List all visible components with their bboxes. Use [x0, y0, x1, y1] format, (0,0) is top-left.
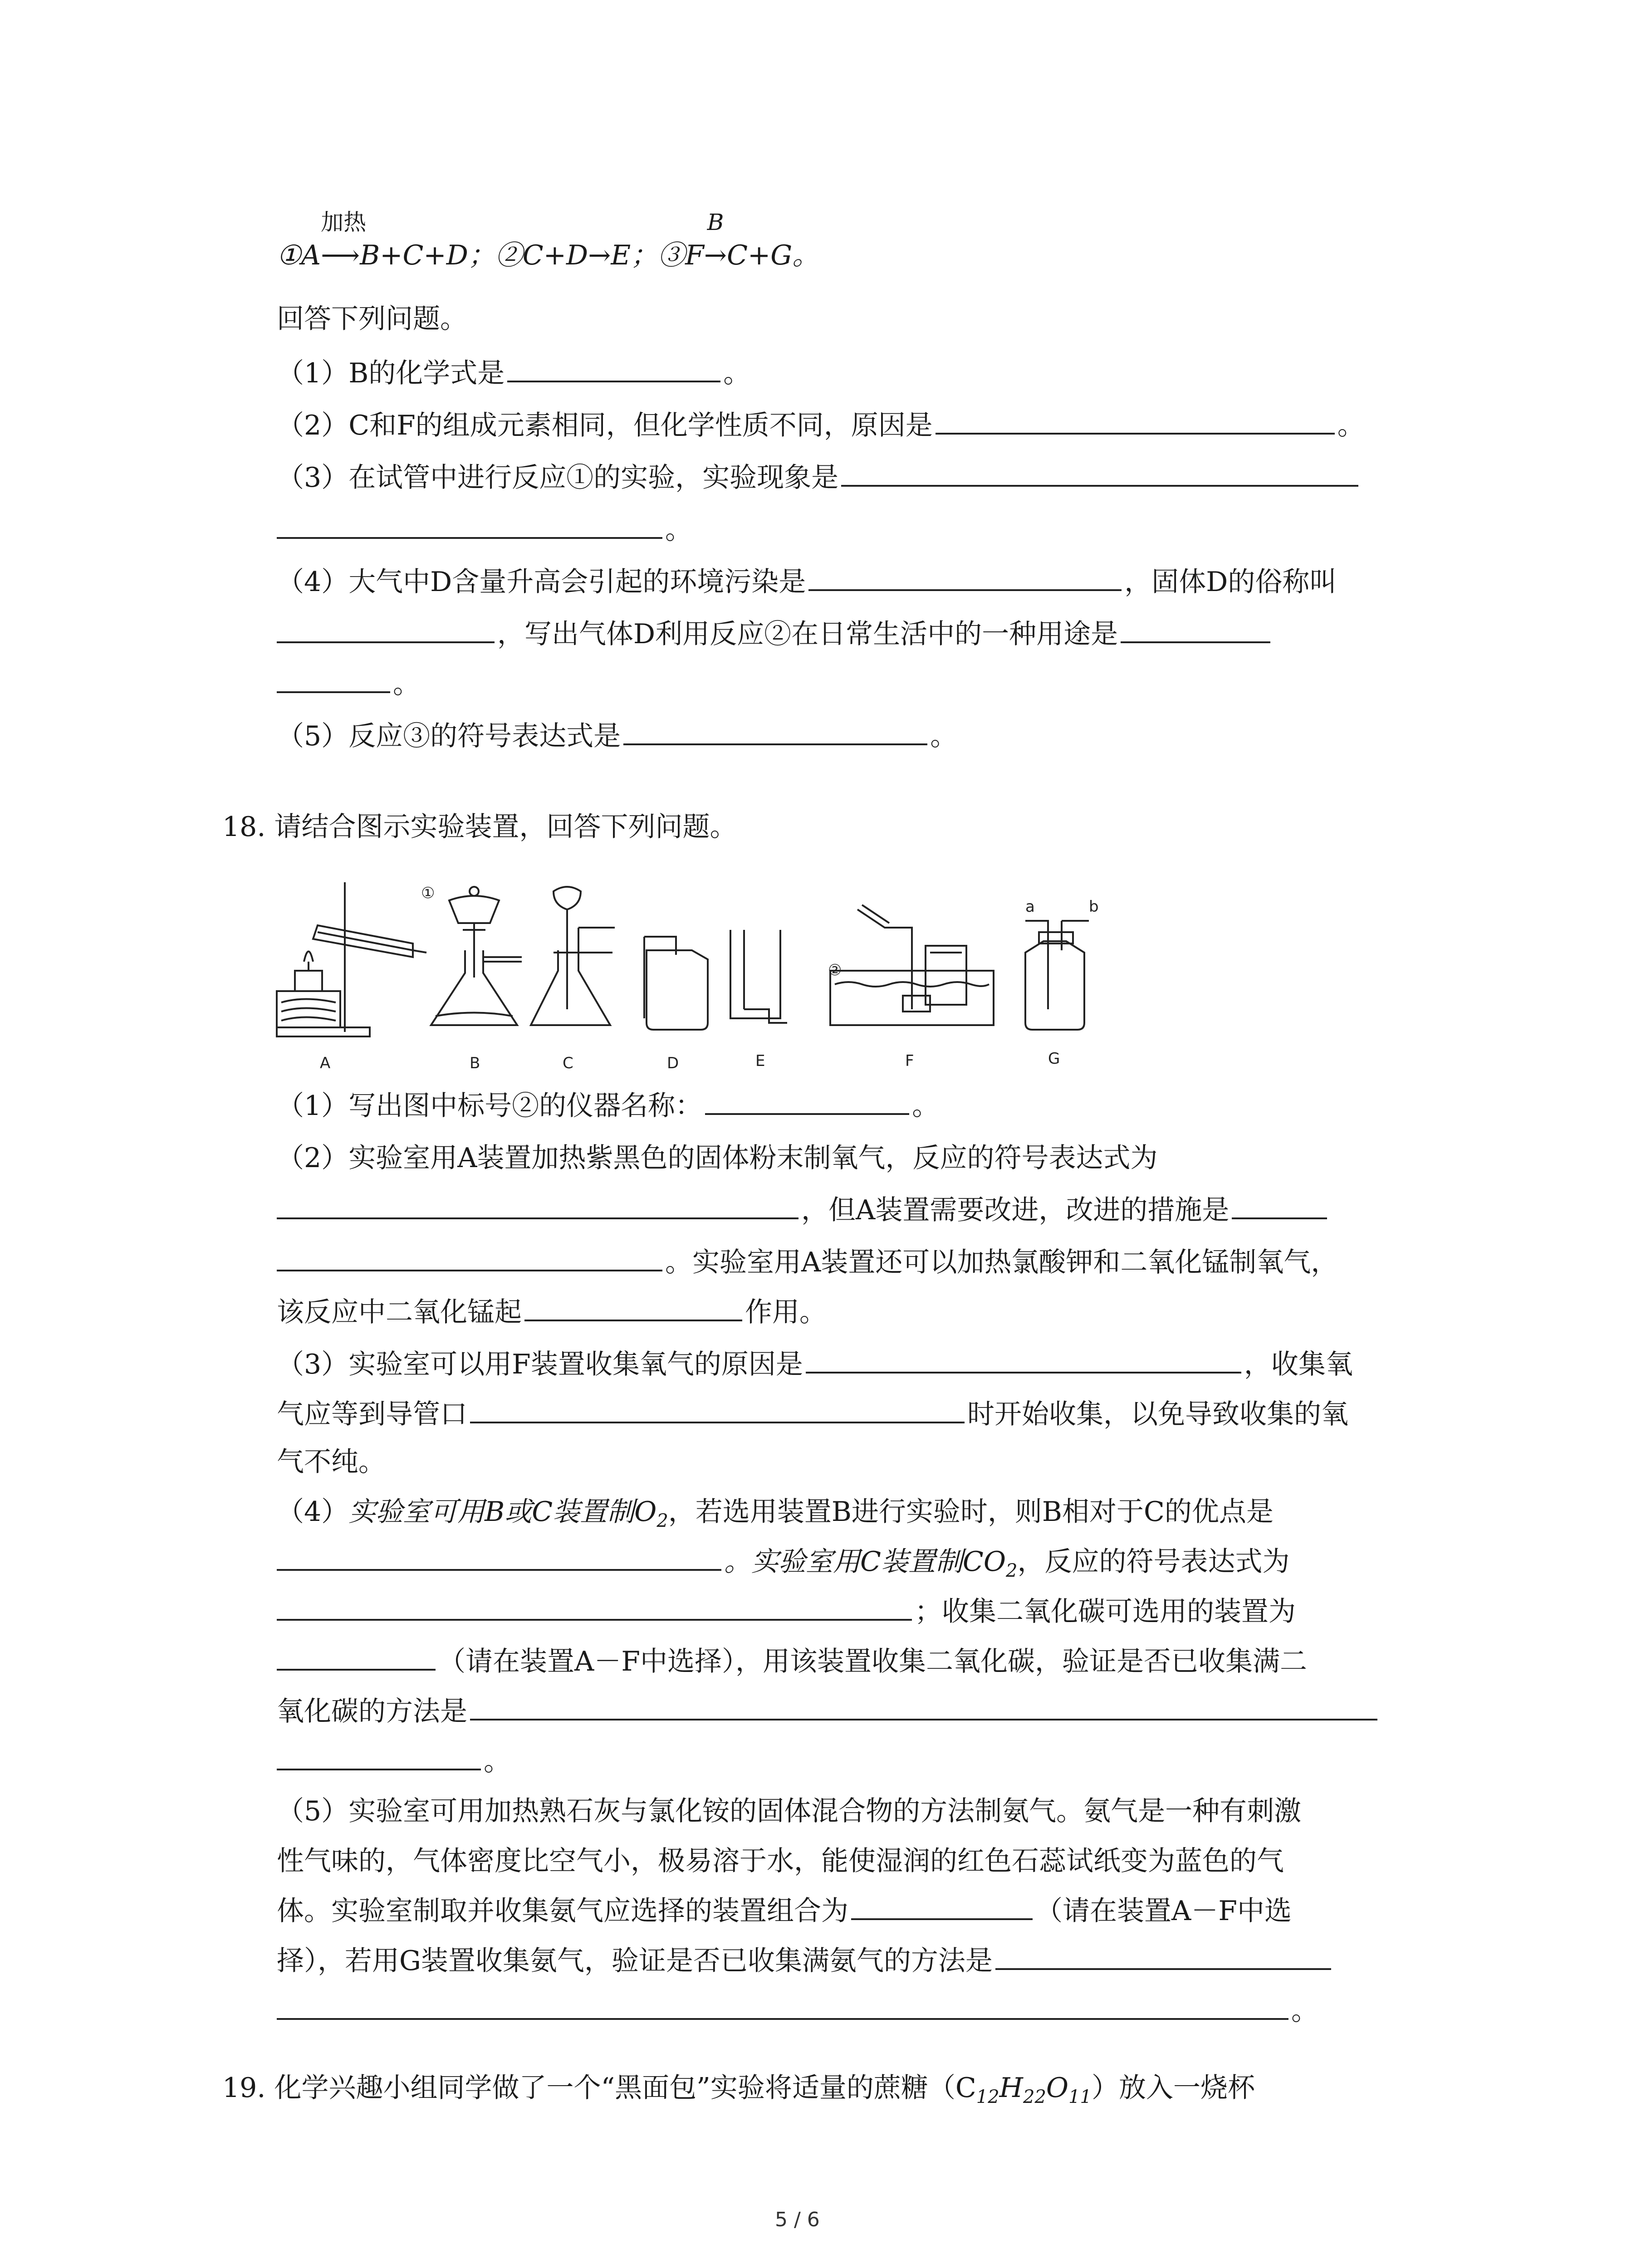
q18-part-5 — [277, 1792, 1301, 1831]
apparatus-c — [531, 887, 615, 1025]
question-text: （请在装置A－F中选 — [1035, 1895, 1292, 1927]
answer-blank[interactable] — [277, 665, 390, 693]
question-number: 18. — [222, 811, 266, 843]
q18-part-2-cont — [277, 1191, 1330, 1230]
q17-part-1 — [277, 354, 750, 393]
question-text: 化学兴趣小组同学做了一个“黑面包”实验将适量的蔗糖（C — [274, 2072, 976, 2104]
arrow-icon: → — [704, 240, 727, 271]
question-text: ；收集二氧化碳可选用的装置为 — [915, 1596, 1296, 1628]
q18-part-2 — [277, 1139, 1158, 1178]
q18-part-2-cont2 — [277, 1243, 1338, 1282]
q18-part-5-cont4 — [277, 1991, 1318, 2030]
marker-1: ① — [421, 884, 435, 902]
answer-blank[interactable] — [705, 1087, 909, 1115]
q19-stem — [222, 2068, 1255, 2107]
answer-blank[interactable] — [277, 511, 662, 539]
q17-part-2 — [277, 406, 1365, 445]
punctuation: 。 — [912, 1090, 940, 1122]
q17-intro — [277, 299, 467, 338]
part-number: （5） — [277, 1795, 349, 1827]
subscript: 11 — [1068, 2087, 1092, 2107]
question-text: ，若选用装置B进行实验时，则B相对于C的优点是 — [668, 1496, 1274, 1528]
answer-blank[interactable] — [470, 1395, 965, 1423]
q17-part-4-cont2 — [277, 665, 420, 704]
part-number: （3） — [277, 1349, 349, 1380]
apparatus-f — [830, 905, 994, 1025]
answer-blank[interactable] — [277, 1543, 721, 1571]
reaction-3-reactant: ③F — [658, 240, 704, 271]
question-text: 。实验室用A装置还可以加热氯酸钾和二氧化锰制氧气， — [665, 1246, 1338, 1278]
q18-part-5-cont3 — [277, 1941, 1334, 1980]
q18-part-1 — [277, 1086, 939, 1125]
reaction-3-arrow — [704, 209, 727, 275]
q17-part-5 — [277, 717, 957, 756]
question-text: 。实验室用C装置制CO — [724, 1546, 1006, 1578]
question-text: 写出图中标号②的仪器名称： — [348, 1090, 703, 1122]
reaction-1-condition: 加热 — [321, 209, 367, 235]
question-text: 体。实验室制取并收集氨气应选择的装置组合为 — [277, 1895, 848, 1927]
q18-part-3-cont — [277, 1395, 1348, 1434]
answer-blank[interactable] — [851, 1892, 1033, 1920]
tube-b-label: b — [1089, 898, 1099, 916]
question-text: 择），若用G装置收集氨气，验证是否已收集满氨气的方法是 — [277, 1945, 993, 1977]
reaction-1-arrow — [321, 209, 367, 275]
question-text: 性气味的，气体密度比空气小，极易溶于水，能使湿润的红色石蕊试纸变为蓝色的气 — [277, 1845, 1284, 1877]
answer-blank[interactable] — [1121, 615, 1270, 643]
question-text: 时开始收集，以免导致收集的氧 — [967, 1398, 1348, 1430]
label-f: F — [905, 1052, 914, 1070]
part-number: （2） — [277, 1142, 349, 1174]
punctuation: 。 — [930, 720, 958, 752]
answer-blank[interactable] — [524, 1293, 742, 1321]
answer-blank[interactable] — [277, 1191, 798, 1219]
punctuation: 。 — [393, 668, 420, 700]
subscript: 2 — [1006, 1560, 1018, 1581]
q18-part-4-cont3 — [277, 1642, 1307, 1681]
punctuation: 。 — [723, 357, 751, 389]
answer-blank[interactable] — [808, 563, 1122, 591]
question-text: 气应等到导管口 — [277, 1398, 467, 1430]
formula-o: O — [1046, 2072, 1069, 2104]
question-text: 实验室用A装置加热紫黑色的固体粉末制氧气，反应的符号表达式为 — [348, 1142, 1158, 1174]
part-number: （1） — [277, 357, 349, 389]
question-text: ，但A装置需要改进，改进的措施是 — [801, 1194, 1230, 1226]
answer-blank[interactable] — [277, 1742, 481, 1770]
part-number: （5） — [277, 720, 349, 752]
question-text: 在试管中进行反应①的实验，实验现象是 — [348, 462, 839, 494]
q18-part-4-cont4 — [277, 1692, 1380, 1731]
punctuation: 。 — [665, 514, 692, 546]
q18-stem — [222, 807, 737, 846]
q18-part-3 — [277, 1345, 1353, 1384]
question-text: B的化学式是 — [348, 357, 505, 389]
question-number: 19. — [222, 2072, 266, 2104]
answer-blank[interactable] — [277, 1642, 436, 1671]
q18-part-4-cont2 — [277, 1592, 1296, 1631]
q18-part-5-cont2 — [277, 1892, 1292, 1931]
marker-2: ② — [828, 961, 842, 979]
question-text: ，固体D的俗称叫 — [1124, 566, 1337, 598]
q18-part-2-cont3 — [277, 1293, 827, 1332]
question-text: 反应③的符号表达式是 — [348, 720, 621, 752]
question-text: 大气中D含量升高会引起的环境污染是 — [348, 566, 806, 598]
question-text: 实验室可以用F装置收集氧气的原因是 — [348, 1349, 803, 1380]
apparatus-figure — [277, 873, 1099, 1077]
punctuation: 。 — [1337, 410, 1365, 441]
part-number: （4） — [277, 566, 349, 598]
reaction-1-products: B+C+D； — [360, 240, 495, 271]
question-text: （请在装置A－F中选择），用该装置收集二氧化碳，验证是否已收集满二 — [438, 1646, 1307, 1677]
question-text: ）放入一烧杯 — [1092, 2072, 1255, 2104]
q17-part-4-cont — [277, 615, 1273, 654]
apparatus-a — [277, 882, 426, 1036]
subscript: 2 — [656, 1510, 668, 1531]
question-text: 气不纯。 — [277, 1446, 386, 1478]
long-arrow-icon: ⟶ — [321, 240, 360, 271]
question-text: 氧化碳的方法是 — [277, 1696, 467, 1727]
q18-part-4 — [277, 1492, 1274, 1531]
answer-blank[interactable] — [277, 615, 495, 643]
apparatus-drawing — [277, 873, 1099, 1077]
q18-part-3-cont2 — [277, 1442, 386, 1481]
answer-blank[interactable] — [841, 459, 1358, 487]
subscript: 12 — [976, 2087, 999, 2107]
apparatus-g — [1025, 921, 1089, 1030]
label-e: E — [755, 1052, 765, 1070]
question-text: ，写出气体D利用反应②在日常生活中的一种用途是 — [497, 618, 1118, 650]
question-text: C和F的组成元素相同，但化学性质不同，原因是 — [348, 410, 933, 441]
q17-part-4 — [277, 562, 1337, 601]
reaction-3-products: C+G。 — [727, 240, 820, 271]
q18-part-4-cont5 — [277, 1742, 511, 1781]
answer-blank[interactable] — [806, 1345, 1241, 1374]
part-number: （4） — [277, 1496, 349, 1528]
question-text: 请结合图示实验装置，回答下列问题。 — [274, 811, 737, 843]
formula-h: H — [999, 2072, 1023, 2104]
answer-blank[interactable] — [277, 1243, 662, 1271]
reaction-2: ②C+D→E； — [495, 240, 658, 271]
q17-intro-text: 回答下列问题。 — [277, 303, 467, 335]
answer-blank[interactable] — [995, 1942, 1331, 1970]
question-text: ，反应的符号表达式为 — [1017, 1546, 1290, 1578]
apparatus-e — [730, 930, 787, 1023]
q18-part-5-cont — [277, 1842, 1284, 1881]
answer-blank[interactable] — [507, 354, 720, 382]
answer-blank[interactable] — [936, 406, 1335, 435]
answer-blank[interactable] — [470, 1692, 1377, 1721]
punctuation: 。 — [484, 1745, 511, 1777]
part-number: （2） — [277, 410, 349, 441]
question-text: 实验室可用加热熟石灰与氯化铵的固体混合物的方法制氨气。氨气是一种有刺激 — [348, 1795, 1302, 1827]
question-text: ，收集氧 — [1244, 1349, 1353, 1380]
answer-blank[interactable] — [1232, 1191, 1327, 1219]
answer-blank[interactable] — [623, 717, 927, 745]
reaction-3-condition: B — [707, 209, 724, 235]
answer-blank[interactable] — [277, 1992, 1288, 2020]
answer-blank[interactable] — [277, 1593, 912, 1621]
reaction-1-reactant: ①A — [277, 240, 321, 271]
punctuation: 。 — [1291, 1995, 1318, 2027]
reaction-line — [277, 209, 820, 275]
q17-part-3 — [277, 458, 1361, 497]
page-number: 5 / 6 — [775, 2208, 820, 2231]
part-number: （1） — [277, 1090, 349, 1122]
tube-a-label: a — [1025, 898, 1035, 916]
apparatus-d — [644, 937, 708, 1030]
question-text: 作用。 — [745, 1296, 827, 1328]
label-d: D — [667, 1054, 679, 1072]
label-c: C — [563, 1054, 573, 1072]
label-g: G — [1048, 1050, 1060, 1068]
part-number: （3） — [277, 462, 349, 494]
q18-part-4-cont — [277, 1542, 1289, 1581]
label-b: B — [470, 1054, 480, 1072]
apparatus-b — [431, 887, 522, 1025]
question-text: 实验室可用B或C装置制O — [348, 1496, 657, 1528]
q17-part-3-cont — [277, 510, 692, 549]
question-text: 该反应中二氧化锰起 — [277, 1296, 522, 1328]
subscript: 22 — [1023, 2087, 1046, 2107]
label-a: A — [320, 1054, 331, 1072]
